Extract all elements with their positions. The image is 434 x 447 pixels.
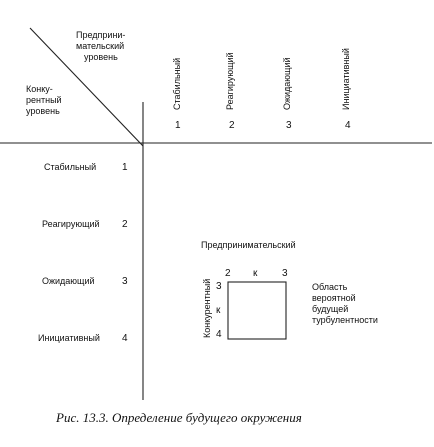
turbulence-note-line-1: Область xyxy=(312,282,348,292)
turbulence-note-line-2: вероятной xyxy=(312,293,356,303)
competitive-level-label-2: рентный xyxy=(26,95,62,105)
turbulence-area-box xyxy=(228,282,286,339)
column-number-1: 1 xyxy=(175,120,181,131)
figure-caption: Рис. 13.3. Определение будущего окружения xyxy=(56,410,302,425)
column-header-stable: Стабильный xyxy=(172,57,182,110)
entrepreneurial-level-label-1: Предприни- xyxy=(76,30,126,40)
competitive-level-label-3: уровень xyxy=(26,106,60,116)
inset-left-bottom-number: 4 xyxy=(216,329,222,340)
row-number-1: 1 xyxy=(122,162,128,173)
row-number-2: 2 xyxy=(122,219,128,230)
competitive-level-label-1: Конку- xyxy=(26,84,53,94)
row-label-reacting: Реагирующий xyxy=(42,219,100,229)
column-header-reacting: Реагирующий xyxy=(225,52,235,110)
inset-left-top-number: 3 xyxy=(216,281,222,292)
column-number-4: 4 xyxy=(345,120,351,131)
column-header-anticipating: Ожидающий xyxy=(282,57,292,110)
row-label-initiative: Инициативный xyxy=(38,333,100,343)
inset-top-left-number: 2 xyxy=(225,268,231,279)
column-number-2: 2 xyxy=(229,120,235,131)
row-number-4: 4 xyxy=(122,333,128,344)
inset-side-label: Конкурентный xyxy=(202,278,212,338)
turbulence-note-line-4: турбулентности xyxy=(312,315,378,325)
row-label-stable: Стабильный xyxy=(44,162,97,172)
entrepreneurial-level-label-3: уровень xyxy=(84,52,118,62)
column-number-3: 3 xyxy=(286,120,292,131)
inset-top-right-number: 3 xyxy=(282,268,288,279)
turbulence-note-line-3: будущей xyxy=(312,304,349,314)
inset-top-mid-letter: к xyxy=(253,268,258,279)
column-header-initiative: Инициативный xyxy=(341,48,351,110)
row-number-3: 3 xyxy=(122,276,128,287)
row-label-anticipating: Ожидающий xyxy=(42,276,95,286)
entrepreneurial-level-label-2: мательский xyxy=(76,41,125,51)
inset-title: Предпринимательский xyxy=(201,240,296,250)
inset-left-mid-letter: к xyxy=(216,305,221,316)
